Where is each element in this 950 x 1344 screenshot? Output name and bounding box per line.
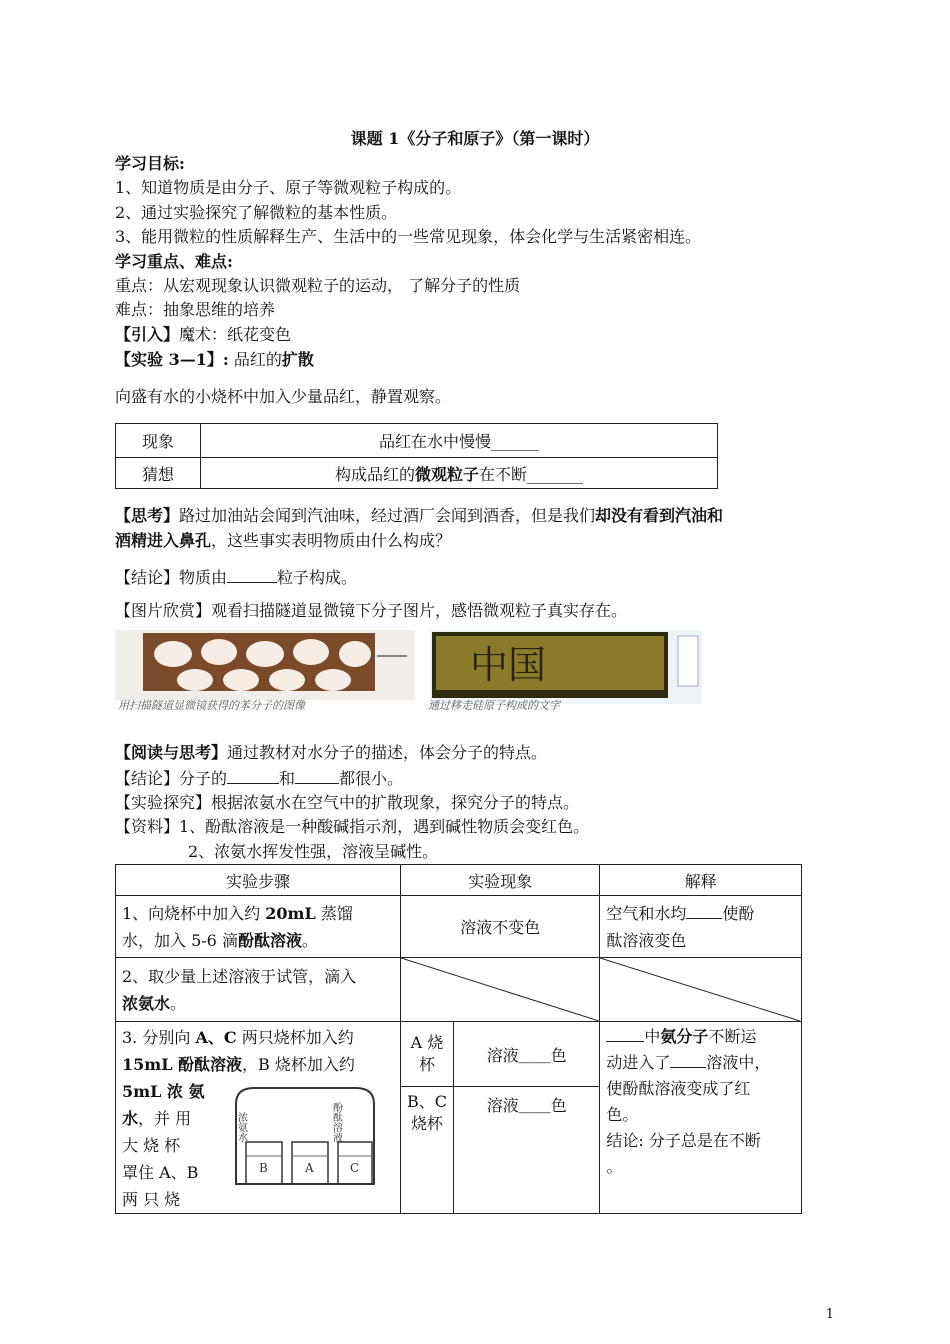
row3-exp-l3: 使酚酞溶液变成了红 [606,1079,751,1098]
intro-text: 魔术：纸花变色 [179,325,292,344]
row3-exp-l5: 结论: 分子总是在不断 [606,1131,761,1150]
beaker-diagram [224,1080,384,1192]
row1-step-e: 酚酞溶液 [237,930,302,950]
row2-explain-diagonal [600,958,800,1021]
experiment-table [115,864,802,1214]
row3-exp-l2b: 溶液中， [706,1053,771,1072]
experiment-tag: 【实验 3—1】: [115,350,229,369]
row3-bc-label: B、C 烧杯 [401,1087,454,1214]
diagram-label-c: C [350,1161,360,1175]
row2-explain-blank [600,958,802,1022]
row3-a-result: 溶液＿＿色 [454,1022,600,1087]
row2-step-b: 浓氨水 [122,993,171,1013]
hypothesis-post: 在不断_______ [479,464,584,484]
difficulty: 难点：抽象思维的培养 [115,300,276,319]
row3-step-l2b: ，B 烧杯加入约 [242,1055,355,1074]
row1-explain-b: 使酚 [722,903,755,923]
row3-exp-l1-bold: 氨分子 [660,1027,709,1046]
objective-2: 2、通过实验探究了解微粒的基本性质。 [115,203,398,222]
experiment-3-1-line [115,349,314,371]
intro-tag: 【引入】 [115,325,180,344]
think-bold-2: 酒精进入鼻孔 [115,531,212,550]
diagram-label-a: A [305,1161,314,1175]
row1-step-f: 。 [301,930,318,950]
diagram-label-b: B [259,1161,268,1175]
header-phenomenon: 实验现象 [401,865,600,896]
row3-step-l2a: 15mL 酚酞溶液 [122,1055,243,1074]
row1-explain [600,896,802,958]
hypothesis-bold: 微观粒子 [414,464,479,484]
conclusion-2-mid: 和 [279,769,296,788]
row3-step-l6: 罩住 A、B [122,1163,199,1182]
key-point: 重点：从宏观现象认识微观粒子的运动， 了解分子的性质 [115,276,521,295]
phenomenon-text: 品红在水中慢慢______ [201,424,718,458]
row3-exp-l1-mid: 中 [644,1027,661,1046]
conclusion-2-post: 都很小。 [339,769,404,788]
conclusion-1 [115,566,357,589]
think-text-2: ，这些事实表明物质由什么构成？ [211,531,452,550]
header-step: 实验步骤 [116,865,401,896]
diagram-label-ammonia: 浓氨水 [235,1112,247,1142]
row2-phenomenon-blank [401,958,600,1022]
experiment-bold: 扩散 [281,350,314,369]
row3-step-l1b: A、C [195,1028,237,1047]
row3-step-l5: 大 烧 杯 [122,1136,181,1155]
think-tag: 【思考】 [115,506,180,525]
row2-step-c: 。 [170,993,187,1013]
hypothesis-pre: 构成品红的 [334,464,415,484]
silicon-atoms-svg [430,630,702,704]
row1-explain-c: 酞溶液变色 [606,930,687,950]
material-text-2: 2、浓氨水挥发性强，溶液呈碱性。 [188,842,439,861]
key-heading: 学习重点、难点: [115,252,233,271]
conclusion-1-post: 粒子构成。 [277,568,358,587]
row2-step-a: 2、取少量上述溶液于试管，滴入 [122,966,357,986]
silicon-atoms-image [430,630,702,704]
silicon-atoms-text: 中国 [470,643,547,687]
think-bold-1: 却没有看到汽油和 [595,506,724,525]
diagram-label-phenolphthalein: 酚酞溶液 [330,1102,342,1142]
row2-diagonal [401,958,599,1021]
row3-step-l3: 5mL 浓 氨 [122,1082,205,1101]
hypothesis-cell [201,458,718,489]
page-number: 1 [825,1307,834,1322]
page-title: 课题 1《分子和原子》（第一课时） [350,129,600,148]
row1-phenomenon: 溶液不变色 [401,896,600,958]
row1-explain-a: 空气和水均 [606,903,687,923]
row3-step-l4b: ，并 用 [138,1109,192,1128]
row3-exp-l4: 色。 [606,1105,639,1124]
row1-step-c: 蒸馏 [315,903,353,923]
caption-left: 用扫描隧道显微镜获得的苯分子的图像 [118,699,305,712]
explore-text: 【实验探究】根据浓氨水在空气中的扩散现象，探究分子的特点。 [115,793,580,812]
row3-explain [600,1022,802,1214]
row3-step-l7: 两 只 烧 [122,1190,181,1209]
row1-step [116,896,401,958]
row3-exp-l6: 。 [606,1157,623,1176]
think-line-1 [115,505,723,527]
row3-step [116,1022,401,1214]
row3-exp-l1-post: 不断运 [708,1027,757,1046]
row2-step [116,958,401,1022]
conclusion-2 [115,767,403,790]
experiment-instruction: 向盛有水的小烧杯中加入少量品红，静置观察。 [115,387,452,406]
objectives-heading: 学习目标: [115,154,185,173]
benzene-stm-svg [115,630,415,700]
objective-3: 3、能用微粒的性质解释生产、生活中的一些常见现象，体会化学与生活紧密相连。 [115,227,702,246]
row3-a-label: A 烧杯 [401,1022,454,1087]
hypothesis-label: 猜想 [116,458,201,489]
experiment-text: 品红的 [233,350,282,369]
read-text: 通过教材对水分子的描述，体会分子的特点。 [227,743,548,762]
read-line [115,742,547,764]
picture-text: 【图片欣赏】观看扫描隧道显微镜下分子图片，感悟微观粒子真实存在。 [115,601,628,620]
intro-line [115,324,291,346]
row3-step-l4a: 水 [122,1109,139,1128]
benzene-stm-image [115,630,415,700]
conclusion-2-pre: 【结论】分子的 [115,769,228,788]
row3-bc-result: 溶液＿＿色 [454,1087,600,1214]
think-text-1: 路过加油站会闻到汽油味，经过酒厂会闻到酒香，但是我们 [179,506,596,525]
row3-step-l1c: 两只烧杯加入约 [236,1028,354,1047]
row3-exp-l2a: 动进入了 [606,1053,671,1072]
header-explain: 解释 [600,865,802,896]
think-line-2 [115,530,451,552]
row1-step-b: 20mL [265,903,316,923]
objective-1: 1、知道物质是由分子、原子等微观粒子构成的。 [115,178,462,197]
material-text: 【资料】1、酚酞溶液是一种酸碱指示剂，遇到碱性物质会变红色。 [115,817,590,836]
observation-table [115,423,718,489]
row1-step-a: 1、向烧杯中加入约 [122,903,266,923]
caption-right: 通过移走硅原子构成的文字 [428,699,560,712]
conclusion-1-pre: 【结论】物质由 [115,568,228,587]
read-tag: 【阅读与思考】 [115,743,228,762]
phenomenon-label: 现象 [116,424,201,458]
row3-step-l1a: 3. 分别向 [122,1028,196,1047]
row1-step-d: 水，加入 5-6 滴 [122,930,238,950]
